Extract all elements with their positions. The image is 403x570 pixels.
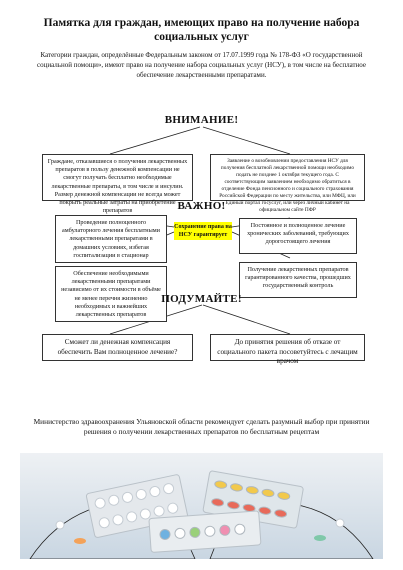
important-bottom-left-box: Обеспечение необходимыми лекарственными препаратами независимо от их стоимости в объёме не менее перечня жизненно необходимых и важнейших лекарственных препаратов	[55, 266, 167, 322]
important-top-right-box: Постоянное и полноценное лечение хронических заболеваний, требующих дорогостоящего лечения	[239, 218, 357, 254]
important-center-label: Сохранение права на НСУ гарантирует	[174, 224, 232, 238]
attention-left-box: Граждане, отказавшиеся о получения лекарственных препаратов в пользу денежной компенсации не смогут получать бесплатно необходимые лекарственные препараты, в том числе и инсулин. Размер денежной компенсации не всегда может покрыть реальные затраты на приобретение препаратов	[42, 154, 193, 201]
important-top-left-box: Проведение полноценного амбулаторного лечения бесплатными лекарственными препаратами в домашних условиях, избегая госпитализации в стационар	[55, 215, 167, 263]
think-heading: ПОДУМАЙТЕ!	[161, 293, 242, 305]
attention-right-box: Заявление о возобновлении предоставления НСУ для получения бесплатной лекарственной помощи необходимо подать не позднее 1 октября текущего года. С соответствующим заявлением необходимо обратиться в отделение Фонда пенсионного и социального страхования Российской Федерации по месту жительства, или МФЦ, или Единый портал госуслуг, или через личный кабинет на официальном сайте ПФР	[210, 154, 365, 201]
important-heading: ВАЖНО!	[177, 200, 226, 212]
think-left-box: Сможет ли денежная компенсация обеспечить Вам полноценное лечение?	[42, 334, 193, 361]
important-bottom-right-box: Получение лекарственных препаратов гарантированного качества, прошедших государственный контроль	[239, 262, 357, 298]
footer-text: Министерство здравоохранения Ульяновской области рекомендует сделать разумный выбор при принятии решения о получении лекарственных препаратов по бесплатным рецептам	[33, 417, 370, 436]
page-title: Памятка для граждан, имеющих право на получение набора социальных услуг	[43, 17, 360, 43]
think-right-box: До принятия решения об отказе от социального пакета посоветуйтесь с лечащим врачом	[210, 334, 365, 361]
intro-text: Категории граждан, определённые Федеральным законом от 17.07.1999 года № 178-ФЗ «О государственной социальной помощи», имеют право на получение набора социальных услуг (НСУ), в том числе на бесплатное обеспечение лекарственными препаратами.	[37, 51, 366, 79]
pills-photo	[20, 453, 383, 559]
attention-heading: ВНИМАНИЕ!	[164, 114, 239, 126]
